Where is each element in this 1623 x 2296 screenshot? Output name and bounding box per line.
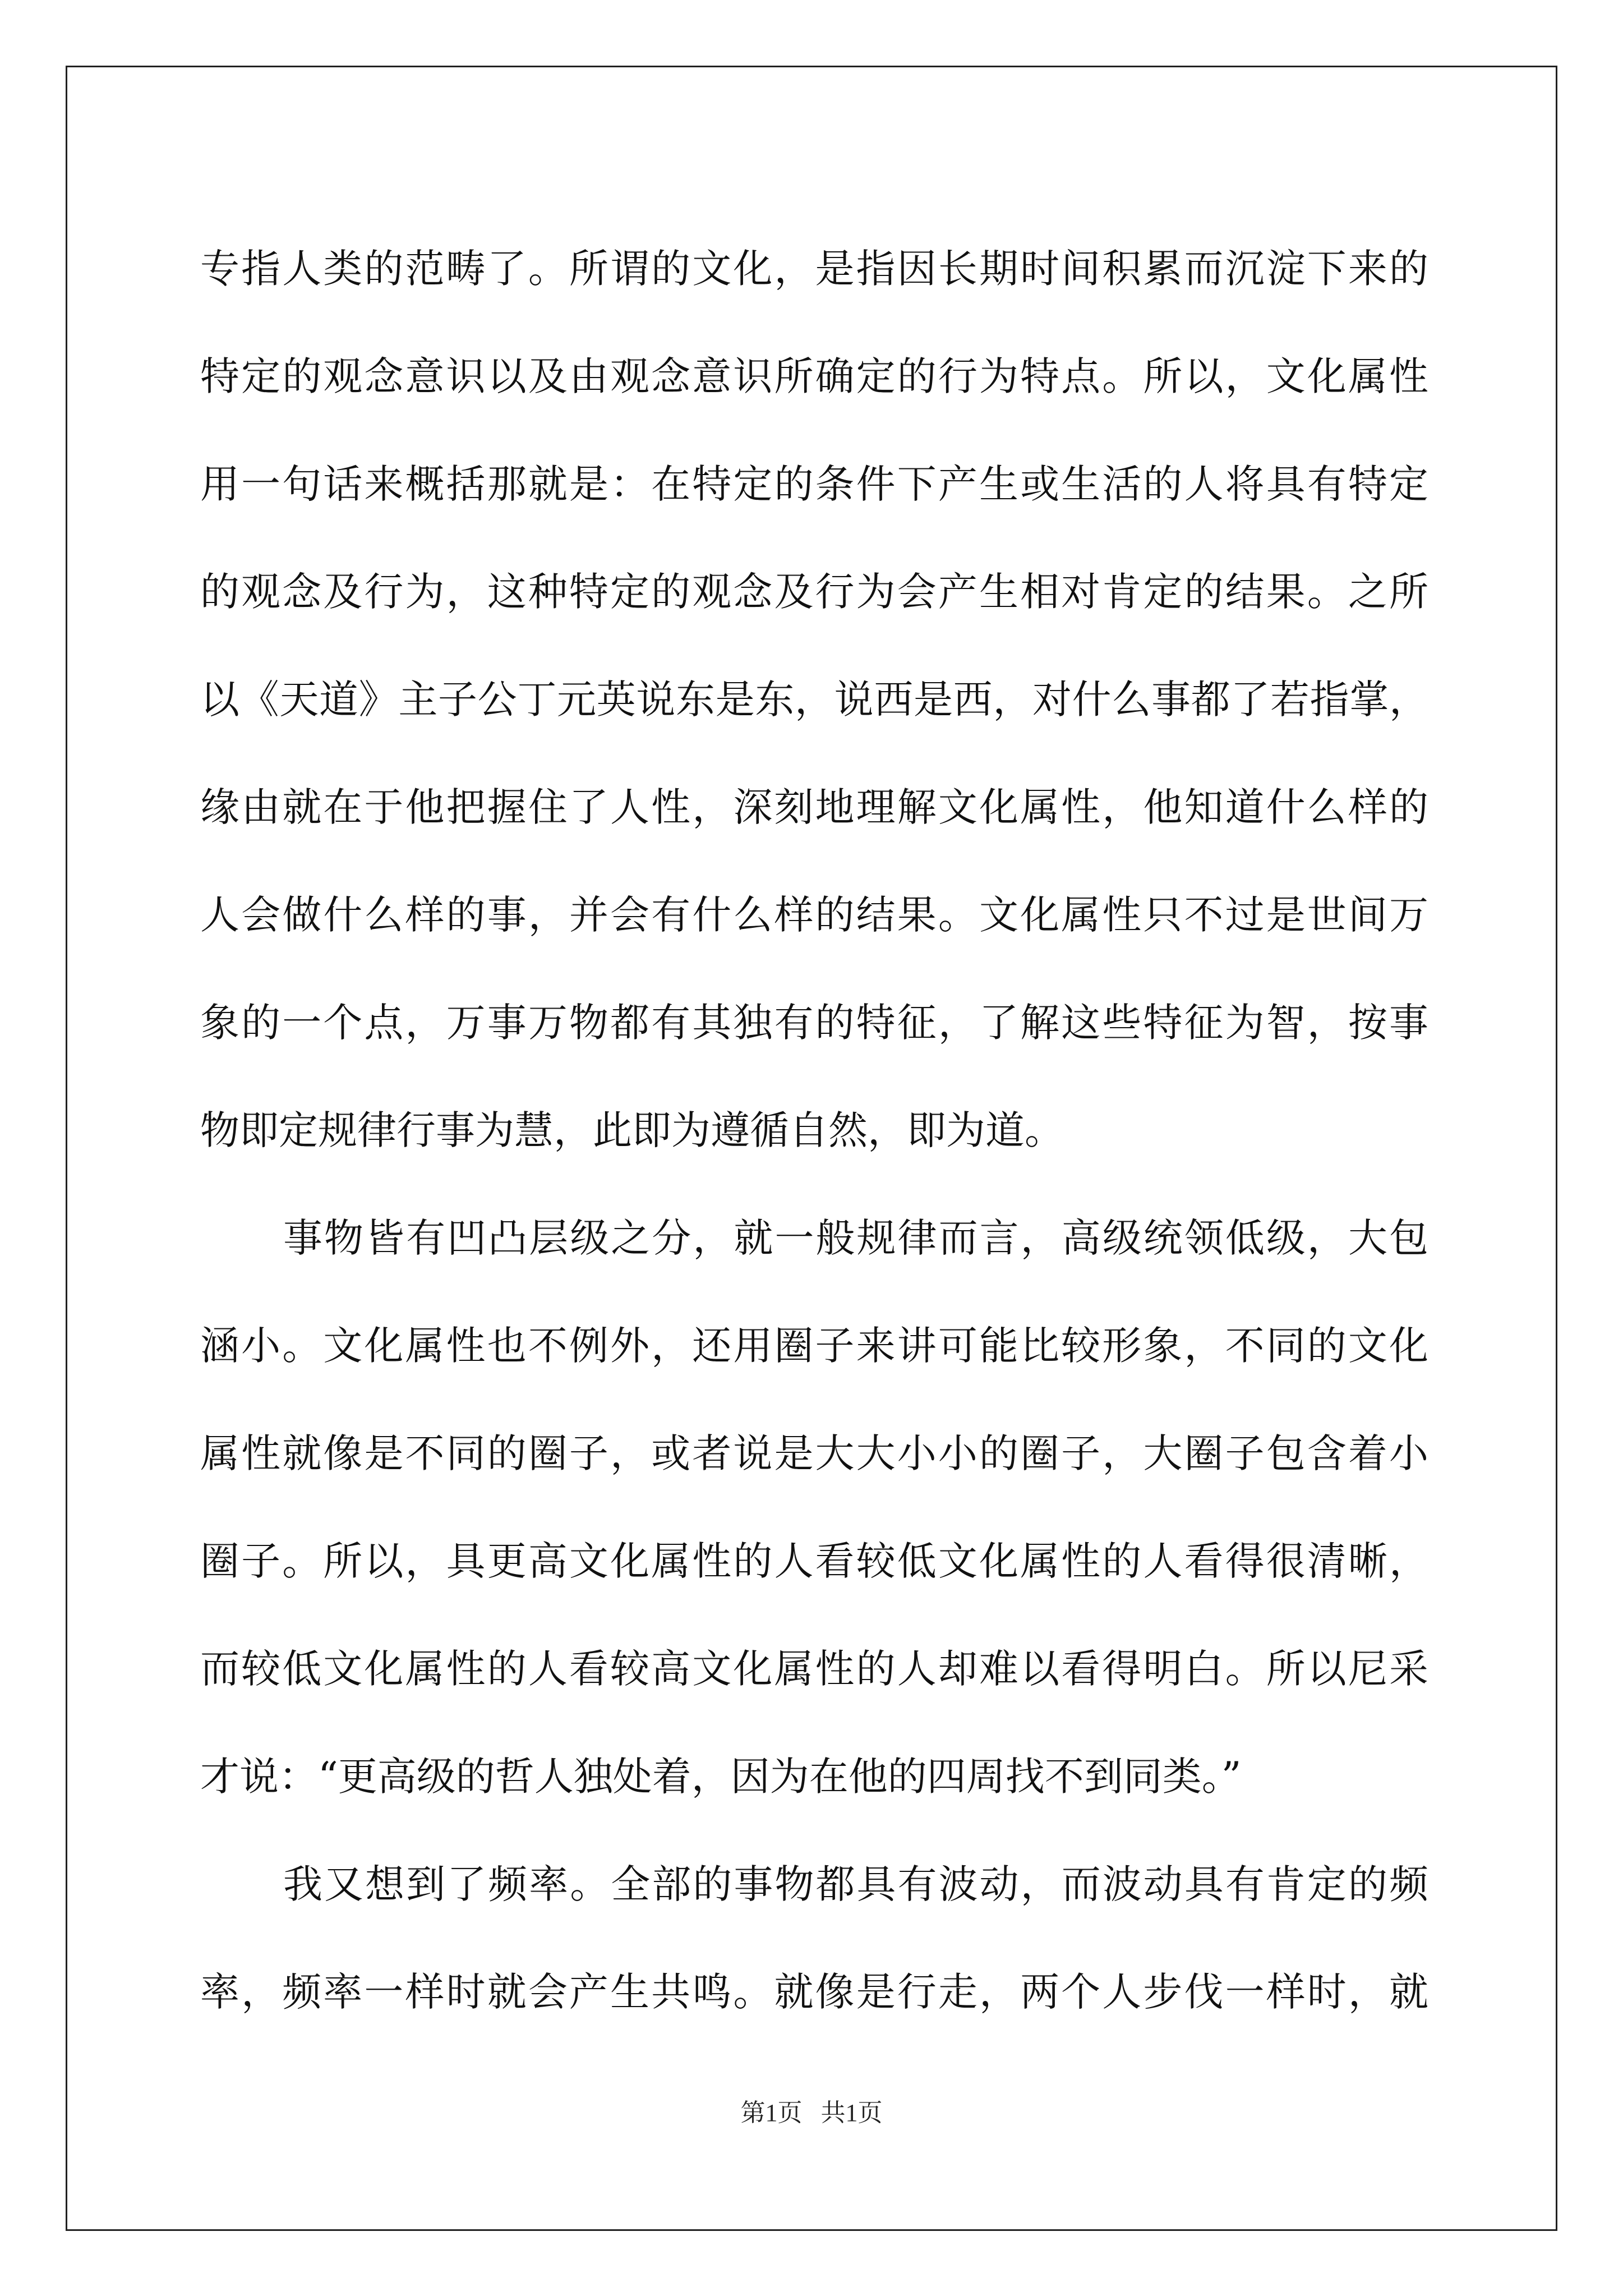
text-line: 涵小。文化属性也不例外，还用圈子来讲可能比较形象，不同的文化 [200, 1323, 1428, 1369]
text-line: 专指人类的范畴了。所谓的文化，是指因长期时间积累而沉淀下来的 [200, 246, 1428, 292]
text-line: 象的一个点，万事万物都有其独有的特征，了解这些特征为智，按事 [200, 1000, 1428, 1046]
text-line: 人会做什么样的事，并会有什么样的结果。文化属性只不过是世间万 [200, 892, 1428, 938]
page-number-footer: 第1页 共1页 [740, 2099, 883, 2127]
text-line: 以《天道》主子公丁元英说东是东，说西是西，对什么事都了若指掌， [200, 677, 1428, 723]
text-line: 事物皆有凹凸层级之分，就一般规律而言，高级统领低级，大包 [283, 1215, 1428, 1261]
paragraph-3 [200, 1830, 1428, 2046]
text-line: 物即定规律行事为慧，此即为遵循自然，即为道。 [200, 1107, 1064, 1153]
text-line: 特定的观念意识以及由观念意识所确定的行为特点。所以，文化属性 [200, 353, 1428, 399]
document-body [200, 215, 1428, 2046]
text-line: 我又想到了频率。全部的事物都具有波动，而波动具有肯定的频 [283, 1861, 1428, 1907]
text-line: 用一句话来概括那就是：在特定的条件下产生或生活的人将具有特定 [200, 461, 1428, 507]
text-line: 率，频率一样时就会产生共鸣。就像是行走，两个人步伐一样时，就 [200, 1969, 1428, 2015]
text-line: 的观念及行为，这种特定的观念及行为会产生相对肯定的结果。之所 [200, 569, 1428, 615]
paragraph-1 [200, 215, 1428, 1184]
text-line: 缘由就在于他把握住了人性，深刻地理解文化属性，他知道什么样的 [200, 784, 1428, 830]
text-line: 而较低文化属性的人看较高文化属性的人却难以看得明白。所以尼采 [200, 1646, 1428, 1692]
text-line: 才说：“更高级的哲人独处着，因为在他的四周找不到同类。” [200, 1754, 1242, 1800]
text-line: 属性就像是不同的圈子，或者说是大大小小的圈子，大圈子包含着小 [200, 1430, 1428, 1476]
text-line: 圈子。所以，具更高文化属性的人看较低文化属性的人看得很清晰， [200, 1538, 1428, 1584]
paragraph-2 [200, 1184, 1428, 1830]
